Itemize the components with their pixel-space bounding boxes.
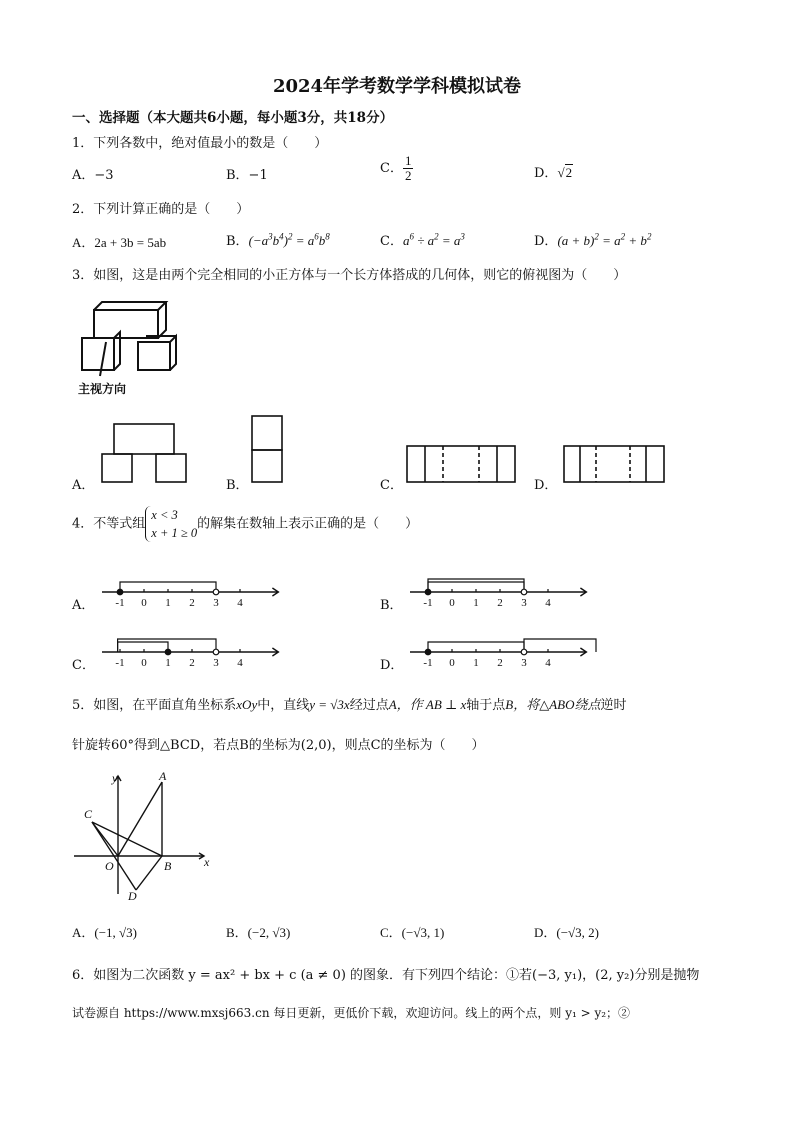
tick-label: 4: [545, 657, 551, 669]
page-title: 2024年学考数学学科模拟试卷: [272, 76, 522, 97]
q3-option-d-figure: [562, 444, 666, 484]
tick-label: 0: [141, 597, 147, 609]
tick-label: 1: [165, 657, 171, 669]
closed-endpoint: [425, 649, 431, 655]
tick-label: 2: [497, 657, 503, 669]
q3-option-c-figure: [405, 444, 517, 484]
q3-view-direction-label: 主视方向: [78, 382, 127, 396]
tick-label: 4: [237, 657, 243, 669]
q5-option-b: B．(−2, √3): [226, 925, 291, 940]
q2-option-b: B．$(-a^3b^4)^2 = a^6b^8$: [226, 231, 330, 249]
q4-option-b: B．: [380, 598, 403, 613]
closed-endpoint: [117, 589, 123, 595]
q3-stem: 3．如图，这是由两个完全相同的小正方体与一个长方体搭成的几何体，则它的俯视图为（ ）: [72, 268, 627, 283]
q4-option-d-number-line: [408, 630, 578, 670]
q2-option-c: C．$a^6 \div a^2 = a^3$: [380, 231, 465, 249]
q5-line1: 5．如图，在平面直角坐标系xOy中，直线y = √3x经过点A，作 AB ⊥ x轴于点B，将△ABO绕点逆时: [72, 697, 627, 713]
q4-option-b-number-line: [408, 570, 578, 610]
tick-label: -1: [115, 597, 125, 609]
tick-label: -1: [115, 657, 125, 669]
tick-label: -1: [423, 597, 433, 609]
q4-stem: 4．不等式组 x < 3 x + 1 ≥ 0 的解集在数轴上表示正确的是（ ）: [72, 508, 419, 540]
tick-label: 2: [189, 597, 195, 609]
tick-label: -1: [423, 657, 433, 669]
tick-label: 3: [213, 657, 219, 669]
q5-fig-label-o: O: [105, 859, 114, 873]
q1-option-a: A．−3: [72, 168, 114, 183]
q3-option-b: B．: [226, 478, 249, 493]
solution-range-bracket: [118, 642, 168, 652]
tick-label: 0: [449, 657, 455, 669]
q6-line2: 试卷源自 https://www.mxsj663.cn 每日更新，更低价下载，欢迎访问。线上的两个点，则 y₁ > y₂；②: [72, 1006, 631, 1020]
q5-fig-label-d: D: [128, 889, 137, 903]
source-notice: 试卷源自 https://www.mxsj663.cn 每日更新，更低价下载，欢迎访问。: [72, 1006, 466, 1020]
closed-endpoint: [165, 649, 171, 655]
q5-fig-label-y: y: [112, 771, 118, 785]
tick-label: 1: [165, 597, 171, 609]
q5-line2: 针旋转60°得到△BCD，若点B的坐标为(2,0)，则点C的坐标为（ ）: [72, 738, 485, 753]
q5-coordinate-figure: [72, 769, 212, 903]
q5-fig-label-c: C: [84, 807, 93, 821]
tick-label: 0: [449, 597, 455, 609]
open-endpoint: [213, 649, 219, 655]
q1-stem: 1．下列各数中，绝对值最小的数是（ ）: [72, 136, 328, 151]
open-endpoint: [213, 589, 219, 595]
open-endpoint: [521, 589, 527, 595]
q2-option-d: D．$(a + b)^2 = a^2 + b^2$: [534, 231, 652, 249]
section-heading: 一、选择题（本大题共6小题，每小题3分，共18分）: [72, 110, 394, 126]
q3-option-a: A．: [72, 478, 95, 493]
tick-label: 3: [213, 597, 219, 609]
tick-label: 2: [497, 597, 503, 609]
q3-option-d: D．: [534, 478, 558, 493]
closed-endpoint: [425, 589, 431, 595]
q4-option-c-number-line: [100, 630, 270, 670]
q1-option-b: B．−1: [226, 168, 268, 183]
open-endpoint: [521, 649, 527, 655]
solution-range-bracket: [524, 639, 596, 652]
tick-label: 0: [141, 657, 147, 669]
q1-option-d: D．√2: [534, 165, 573, 181]
q6-line1: 6．如图为二次函数 y = ax² + bx + c (a ≠ 0) 的图象．有下列四个结论：①若(−3, y₁)，(2, y₂)分别是抛物: [72, 968, 700, 983]
q4-option-a-number-line: [100, 570, 270, 610]
q4-option-a: A．: [72, 598, 95, 613]
q5-fig-label-a: A: [159, 769, 167, 783]
q1-option-c: C． $\frac{1}{2}$: [380, 153, 412, 183]
tick-label: 1: [473, 597, 479, 609]
q3-solid-figure: [76, 298, 186, 378]
q3-option-a-figure: [100, 422, 190, 484]
q4-option-d: D．: [380, 658, 404, 673]
q2-option-a: A．2a + 3b = 5ab: [72, 235, 167, 250]
tick-label: 1: [473, 657, 479, 669]
q3-option-c: C．: [380, 478, 403, 493]
tick-label: 3: [521, 657, 527, 669]
q2-stem: 2．下列计算正确的是（ ）: [72, 202, 250, 217]
tick-label: 2: [189, 657, 195, 669]
q5-option-c: C．(−√3, 1): [380, 925, 445, 940]
q5-fig-label-b: B: [164, 859, 172, 873]
q5-fig-label-x: x: [204, 855, 210, 869]
q4-option-c: C．: [72, 658, 95, 673]
tick-label: 4: [545, 597, 551, 609]
tick-label: 3: [521, 597, 527, 609]
q3-option-b-figure: [250, 414, 284, 484]
q5-option-d: D．(−√3, 2): [534, 925, 600, 940]
q5-option-a: A．(−1, √3): [72, 925, 138, 940]
tick-label: 4: [237, 597, 243, 609]
